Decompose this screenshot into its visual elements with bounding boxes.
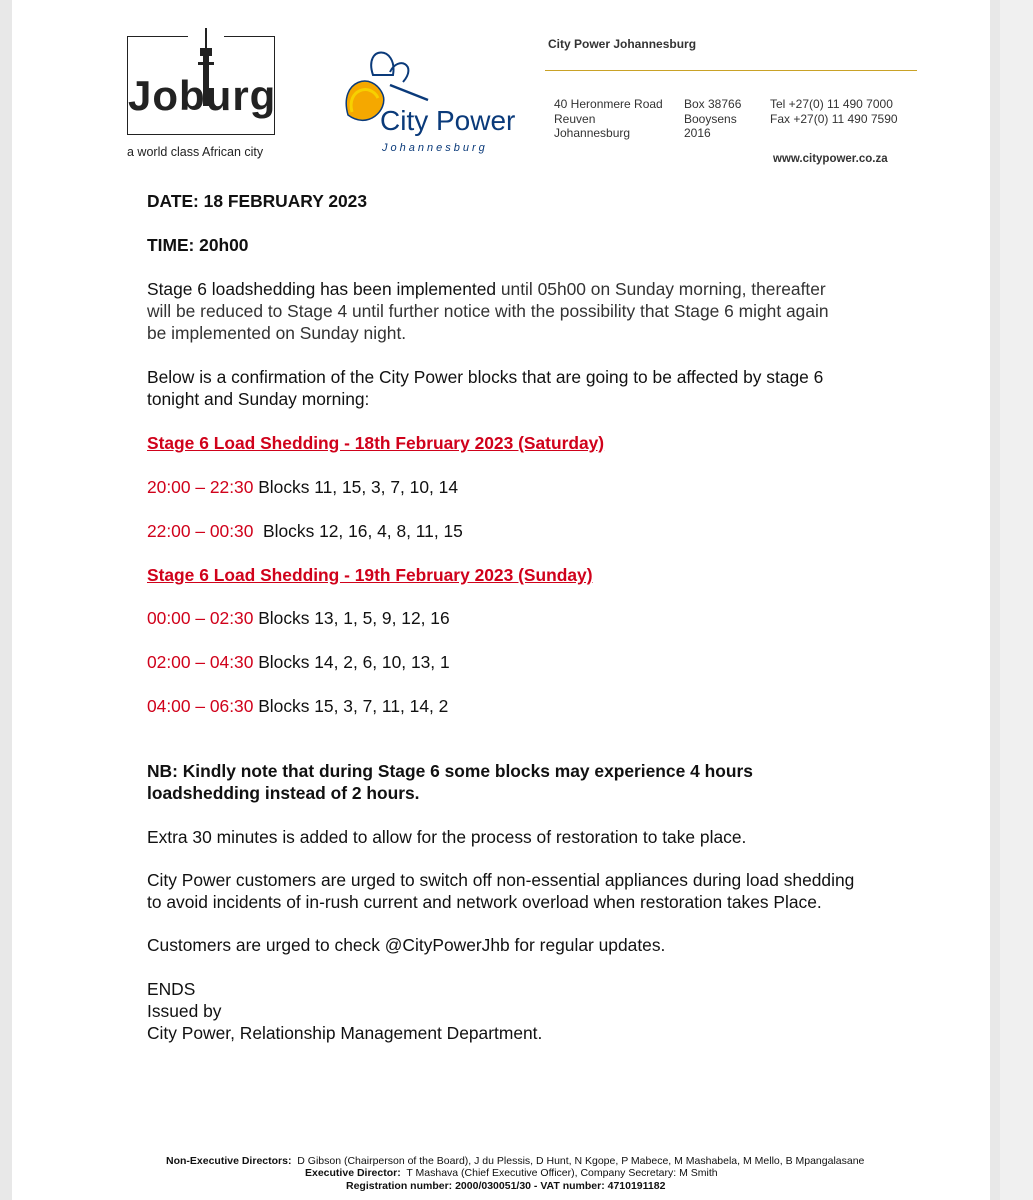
updates-note: Customers are urged to check @CityPowerJhb for regular updates. xyxy=(147,935,666,955)
joburg-wordmark: Joburg xyxy=(128,72,277,119)
schedule-slot: 04:00 – 06:30 Blocks 15, 3, 7, 11, 14, 2 xyxy=(147,696,449,716)
intro-paragraph: Stage 6 loadshedding has been implemented until 05h00 on Sunday morning, thereafter will be reduced to Stage 4 until further notice with the possibility that Stage 6 might again be implemented on Sunday night. xyxy=(147,279,829,343)
website-link[interactable]: www.citypower.co.za xyxy=(773,153,888,165)
street-address: 40 Heronmere Road Reuven Johannesburg xyxy=(554,97,663,140)
citypower-subtitle: Johannesburg xyxy=(382,142,488,154)
sign-off: ENDS Issued by City Power, Relationship Management Department. xyxy=(147,979,543,1043)
confirmation-paragraph: Below is a confirmation of the City Power blocks that are going to be affected by stage 6 tonight and Sunday morning: xyxy=(147,367,824,409)
nb-note: NB: Kindly note that during Stage 6 some blocks may experience 4 hours loadshedding instead of 2 hours. xyxy=(147,761,753,803)
extra-note: Extra 30 minutes is added to allow for the process of restoration to take place. xyxy=(147,827,747,847)
contact-numbers: Tel +27(0) 11 490 7000 Fax +27(0) 11 490 7590 xyxy=(770,97,898,126)
joburg-tagline: a world class African city xyxy=(127,145,264,159)
saturday-heading: Stage 6 Load Shedding - 18th February 2023 (Saturday) xyxy=(147,433,605,453)
schedule-slot: 20:00 – 22:30 Blocks 11, 15, 3, 7, 10, 14 xyxy=(147,477,459,497)
footer-registration: Registration number: 2000/030051/30 - VAT number: 4710191182 xyxy=(346,1180,666,1192)
schedule-slot: 00:00 – 02:30 Blocks 13, 1, 5, 9, 12, 16 xyxy=(147,608,450,628)
schedule-slot: 22:00 – 00:30 Blocks 12, 16, 4, 8, 11, 15 xyxy=(147,521,463,541)
divider xyxy=(545,70,917,71)
citypower-wordmark: City Power xyxy=(380,105,516,136)
postal-address: Box 38766 Booysens 2016 xyxy=(684,97,742,140)
footer-executive: Executive Director: T Mashava (Chief Executive Officer), Company Secretary: M Smith xyxy=(305,1167,718,1179)
sunday-heading: Stage 6 Load Shedding - 19th February 2023 (Sunday) xyxy=(147,565,593,585)
schedule-slot: 02:00 – 04:30 Blocks 14, 2, 6, 10, 13, 1 xyxy=(147,652,450,672)
company-name: City Power Johannesburg xyxy=(548,37,697,51)
notice-date: DATE: 18 FEBRUARY 2023 xyxy=(147,191,368,211)
footer-directors: Non-Executive Directors: D Gibson (Chairperson of the Board), J du Plessis, D Hunt, N Kgope, P Mabece, M Mashabela, M Mello, B Mpangalasane xyxy=(166,1155,865,1167)
scrollbar[interactable] xyxy=(1000,0,1033,1200)
customer-advice: City Power customers are urged to switch off non-essential appliances during load shedding to avoid incidents of in-rush current and network overload when restoration takes Place. xyxy=(147,870,855,912)
joburg-logo xyxy=(127,36,275,135)
notice-time: TIME: 20h00 xyxy=(147,235,249,255)
